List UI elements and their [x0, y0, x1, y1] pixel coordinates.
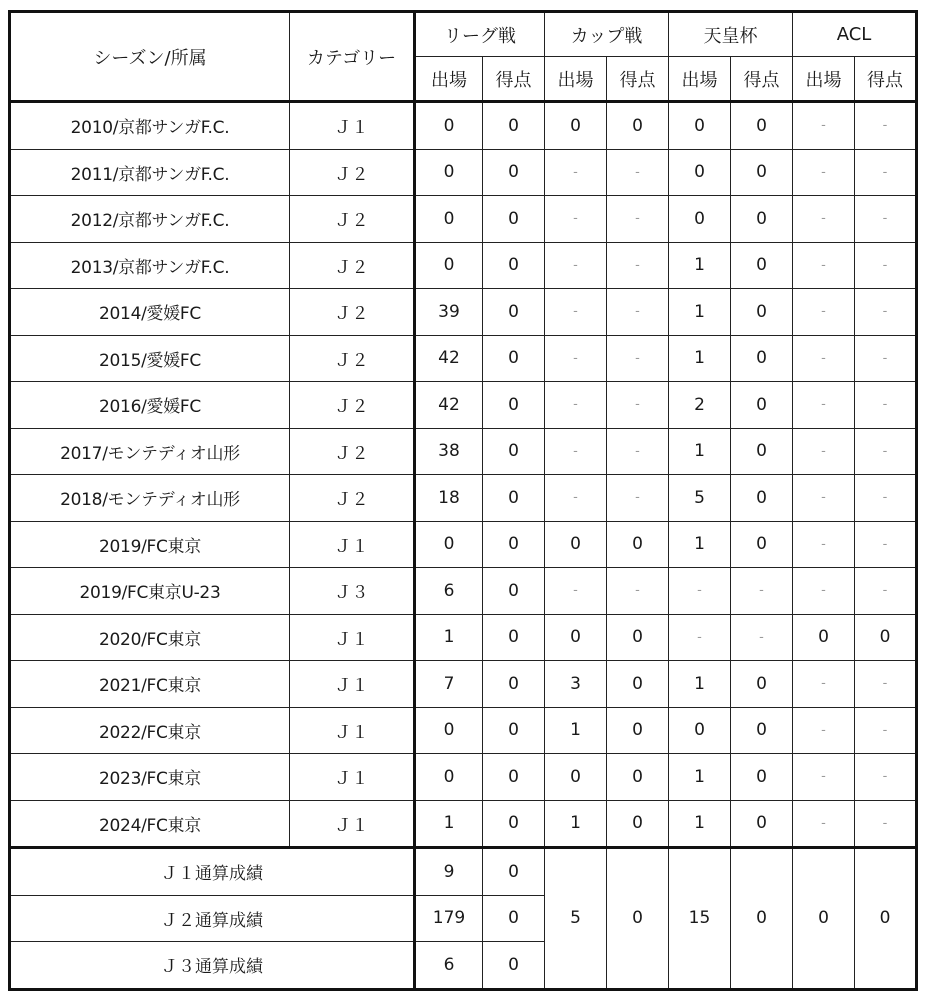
emperor-goals: 0: [731, 102, 793, 150]
total-league-goals: 0: [483, 895, 545, 942]
acl-goals: -: [855, 475, 917, 522]
league-apps: 0: [415, 196, 483, 243]
emperor-goals: -: [731, 568, 793, 615]
category: Ｊ１: [290, 754, 415, 801]
league-apps: 1: [415, 614, 483, 661]
header-apps: 出場: [669, 57, 731, 102]
league-apps: 0: [415, 707, 483, 754]
cup-goals: -: [607, 196, 669, 243]
season-club: 2015/愛媛FC: [10, 335, 290, 382]
league-apps: 0: [415, 521, 483, 568]
season-club: 2010/京都サンガF.C.: [10, 102, 290, 150]
season-club: 2011/京都サンガF.C.: [10, 149, 290, 196]
total-league-apps: 6: [415, 942, 483, 990]
emperor-goals: 0: [731, 149, 793, 196]
category: Ｊ２: [290, 382, 415, 429]
league-apps: 1: [415, 800, 483, 848]
category: Ｊ３: [290, 568, 415, 615]
emperor-goals: 0: [731, 428, 793, 475]
category: Ｊ１: [290, 661, 415, 708]
cup-apps: -: [545, 242, 607, 289]
season-club: 2023/FC東京: [10, 754, 290, 801]
cup-goals: -: [607, 475, 669, 522]
cup-goals: -: [607, 335, 669, 382]
emperor-goals: 0: [731, 707, 793, 754]
league-goals: 0: [483, 707, 545, 754]
cup-goals: 0: [607, 661, 669, 708]
cup-apps: 0: [545, 754, 607, 801]
total-cup-goals: 0: [607, 848, 669, 990]
league-goals: 0: [483, 754, 545, 801]
league-goals: 0: [483, 102, 545, 150]
season-club: 2019/FC東京: [10, 521, 290, 568]
season-club: 2020/FC東京: [10, 614, 290, 661]
category: Ｊ１: [290, 614, 415, 661]
league-apps: 39: [415, 289, 483, 336]
acl-goals: -: [855, 102, 917, 150]
cup-goals: 0: [607, 754, 669, 801]
acl-goals: -: [855, 335, 917, 382]
emperor-goals: -: [731, 614, 793, 661]
category: Ｊ２: [290, 335, 415, 382]
table-row: [10, 382, 917, 429]
total-emperor-goals: 0: [731, 848, 793, 990]
cup-apps: -: [545, 428, 607, 475]
emperor-apps: 0: [669, 707, 731, 754]
cup-goals: 0: [607, 707, 669, 754]
total-acl-goals: 0: [855, 848, 917, 990]
emperor-apps: 0: [669, 102, 731, 150]
header-goals: 得点: [731, 57, 793, 102]
category: Ｊ２: [290, 428, 415, 475]
cup-goals: -: [607, 289, 669, 336]
acl-goals: -: [855, 149, 917, 196]
league-apps: 0: [415, 754, 483, 801]
cup-goals: -: [607, 568, 669, 615]
acl-goals: -: [855, 661, 917, 708]
header-goals: 得点: [483, 57, 545, 102]
league-apps: 0: [415, 149, 483, 196]
header-apps: 出場: [545, 57, 607, 102]
cup-apps: -: [545, 196, 607, 243]
cup-apps: -: [545, 335, 607, 382]
cup-apps: 0: [545, 614, 607, 661]
league-apps: 42: [415, 382, 483, 429]
emperor-apps: 0: [669, 149, 731, 196]
cup-apps: 3: [545, 661, 607, 708]
league-apps: 18: [415, 475, 483, 522]
category: Ｊ１: [290, 102, 415, 150]
table-row: [10, 102, 917, 150]
league-goals: 0: [483, 568, 545, 615]
header-apps: 出場: [415, 57, 483, 102]
table-row: [10, 428, 917, 475]
league-apps: 38: [415, 428, 483, 475]
category: Ｊ２: [290, 196, 415, 243]
league-goals: 0: [483, 428, 545, 475]
season-rows: [10, 102, 917, 848]
table-row: [10, 568, 917, 615]
emperor-goals: 0: [731, 335, 793, 382]
emperor-apps: -: [669, 614, 731, 661]
cup-goals: 0: [607, 800, 669, 848]
emperor-apps: 1: [669, 289, 731, 336]
emperor-apps: 2: [669, 382, 731, 429]
table-row: [10, 521, 917, 568]
acl-apps: -: [793, 428, 855, 475]
cup-apps: -: [545, 289, 607, 336]
header-cup: カップ戦: [545, 12, 669, 57]
cup-apps: -: [545, 475, 607, 522]
acl-apps: -: [793, 196, 855, 243]
category: Ｊ２: [290, 289, 415, 336]
table-row: [10, 196, 917, 243]
header-emperors-cup: 天皇杯: [669, 12, 793, 57]
league-apps: 0: [415, 102, 483, 150]
header-season: シーズン/所属: [10, 12, 290, 102]
cup-apps: -: [545, 149, 607, 196]
acl-goals: -: [855, 754, 917, 801]
season-club: 2012/京都サンガF.C.: [10, 196, 290, 243]
league-goals: 0: [483, 800, 545, 848]
acl-apps: -: [793, 707, 855, 754]
category: Ｊ２: [290, 242, 415, 289]
category: Ｊ１: [290, 707, 415, 754]
season-club: 2013/京都サンガF.C.: [10, 242, 290, 289]
acl-goals: 0: [855, 614, 917, 661]
acl-apps: -: [793, 568, 855, 615]
cup-goals: -: [607, 149, 669, 196]
header-category: カテゴリー: [290, 12, 415, 102]
total-acl-apps: 0: [793, 848, 855, 990]
emperor-goals: 0: [731, 196, 793, 243]
table-row: [10, 614, 917, 661]
cup-apps: 1: [545, 800, 607, 848]
acl-apps: -: [793, 242, 855, 289]
total-label: Ｊ２通算成績: [10, 895, 415, 942]
table-row: [10, 242, 917, 289]
header-apps: 出場: [793, 57, 855, 102]
acl-apps: -: [793, 661, 855, 708]
emperor-goals: 0: [731, 242, 793, 289]
acl-apps: 0: [793, 614, 855, 661]
league-goals: 0: [483, 521, 545, 568]
acl-goals: -: [855, 242, 917, 289]
total-row-j1: [10, 848, 917, 896]
emperor-apps: 5: [669, 475, 731, 522]
totals-section: [10, 848, 917, 990]
header-row-1: [10, 12, 917, 57]
cup-goals: 0: [607, 102, 669, 150]
acl-apps: -: [793, 289, 855, 336]
category: Ｊ２: [290, 475, 415, 522]
league-goals: 0: [483, 475, 545, 522]
emperor-apps: 1: [669, 242, 731, 289]
cup-goals: -: [607, 382, 669, 429]
cup-apps: 1: [545, 707, 607, 754]
league-goals: 0: [483, 661, 545, 708]
emperor-apps: 1: [669, 428, 731, 475]
header-acl: ACL: [793, 12, 917, 57]
acl-goals: -: [855, 196, 917, 243]
category: Ｊ２: [290, 149, 415, 196]
league-goals: 0: [483, 149, 545, 196]
acl-apps: -: [793, 382, 855, 429]
emperor-apps: 1: [669, 521, 731, 568]
total-label: Ｊ１通算成績: [10, 848, 415, 896]
emperor-goals: 0: [731, 521, 793, 568]
total-league-goals: 0: [483, 942, 545, 990]
table-row: [10, 335, 917, 382]
league-goals: 0: [483, 289, 545, 336]
season-club: 2019/FC東京U-23: [10, 568, 290, 615]
emperor-goals: 0: [731, 475, 793, 522]
acl-goals: -: [855, 428, 917, 475]
emperor-goals: 0: [731, 800, 793, 848]
season-club: 2016/愛媛FC: [10, 382, 290, 429]
career-stats-table: [8, 10, 918, 991]
emperor-apps: 1: [669, 661, 731, 708]
header-goals: 得点: [607, 57, 669, 102]
header-league: リーグ戦: [415, 12, 545, 57]
season-club: 2017/モンテディオ山形: [10, 428, 290, 475]
league-apps: 6: [415, 568, 483, 615]
emperor-apps: 1: [669, 335, 731, 382]
total-cup-apps: 5: [545, 848, 607, 990]
acl-apps: -: [793, 475, 855, 522]
table-row: [10, 800, 917, 848]
acl-goals: -: [855, 289, 917, 336]
league-apps: 42: [415, 335, 483, 382]
total-league-apps: 9: [415, 848, 483, 896]
league-apps: 0: [415, 242, 483, 289]
emperor-apps: 0: [669, 196, 731, 243]
season-club: 2018/モンテディオ山形: [10, 475, 290, 522]
total-emperor-apps: 15: [669, 848, 731, 990]
acl-goals: -: [855, 707, 917, 754]
total-league-goals: 0: [483, 848, 545, 896]
cup-apps: 0: [545, 102, 607, 150]
cup-apps: 0: [545, 521, 607, 568]
season-club: 2022/FC東京: [10, 707, 290, 754]
cup-goals: -: [607, 242, 669, 289]
league-goals: 0: [483, 614, 545, 661]
acl-goals: -: [855, 521, 917, 568]
emperor-apps: 1: [669, 800, 731, 848]
league-goals: 0: [483, 196, 545, 243]
total-label: Ｊ３通算成績: [10, 942, 415, 990]
emperor-goals: 0: [731, 661, 793, 708]
season-club: 2014/愛媛FC: [10, 289, 290, 336]
emperor-goals: 0: [731, 754, 793, 801]
acl-apps: -: [793, 102, 855, 150]
table-row: [10, 661, 917, 708]
cup-goals: 0: [607, 614, 669, 661]
header-goals: 得点: [855, 57, 917, 102]
acl-apps: -: [793, 335, 855, 382]
emperor-apps: -: [669, 568, 731, 615]
acl-goals: -: [855, 800, 917, 848]
category: Ｊ１: [290, 521, 415, 568]
acl-apps: -: [793, 754, 855, 801]
league-apps: 7: [415, 661, 483, 708]
table-row: [10, 475, 917, 522]
emperor-goals: 0: [731, 289, 793, 336]
total-league-apps: 179: [415, 895, 483, 942]
table-row: [10, 754, 917, 801]
acl-goals: -: [855, 568, 917, 615]
league-goals: 0: [483, 382, 545, 429]
acl-apps: -: [793, 800, 855, 848]
cup-goals: 0: [607, 521, 669, 568]
cup-apps: -: [545, 568, 607, 615]
emperor-apps: 1: [669, 754, 731, 801]
acl-apps: -: [793, 521, 855, 568]
cup-goals: -: [607, 428, 669, 475]
table-row: [10, 707, 917, 754]
season-club: 2021/FC東京: [10, 661, 290, 708]
table-row: [10, 149, 917, 196]
table-row: [10, 289, 917, 336]
acl-goals: -: [855, 382, 917, 429]
league-goals: 0: [483, 335, 545, 382]
category: Ｊ１: [290, 800, 415, 848]
acl-apps: -: [793, 149, 855, 196]
emperor-goals: 0: [731, 382, 793, 429]
league-goals: 0: [483, 242, 545, 289]
cup-apps: -: [545, 382, 607, 429]
season-club: 2024/FC東京: [10, 800, 290, 848]
